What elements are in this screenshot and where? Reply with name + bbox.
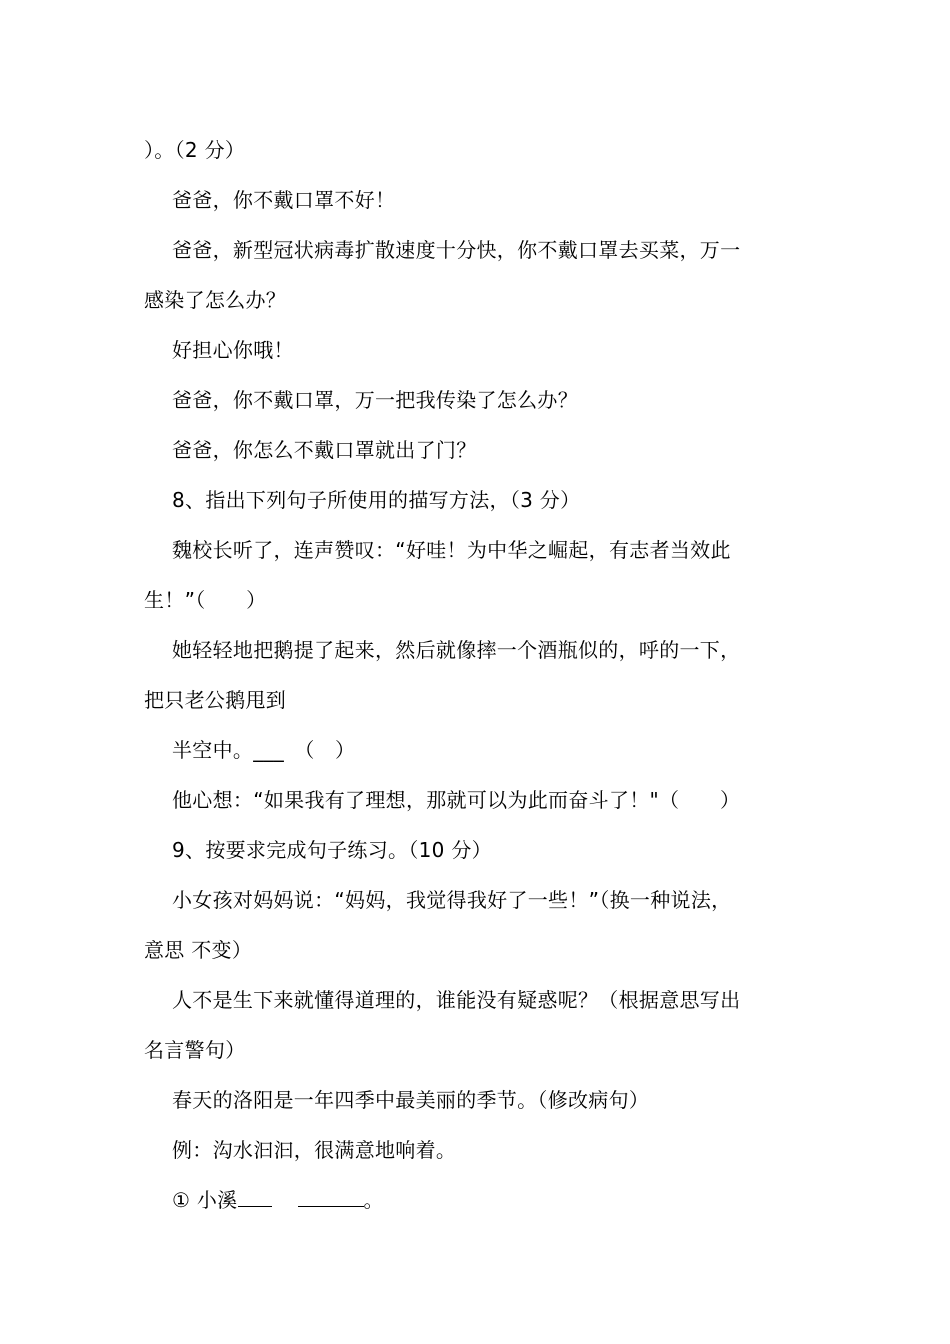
text-line: 人不是生下来就懂得道理的，谁能没有疑惑呢？（根据意思写出	[172, 988, 741, 1012]
text-line: 魏校长听了，连声赞叹：“好哇！为中华之崛起，有志者当效此	[172, 538, 731, 562]
text-line-score-note: ）。（2 分）	[144, 138, 246, 162]
example-line: 例：沟水汩汩，很满意地响着。	[172, 1138, 457, 1162]
text-line: 半空中。___ （ ）	[172, 738, 356, 762]
text-line: 春天的洛阳是一年四季中最美丽的季节。（修改病句）	[172, 1088, 650, 1112]
text-line: 把只老公鹅甩到	[144, 688, 287, 712]
text-line: 爸爸，你不戴口罩，万一把我传染了怎么办？	[172, 388, 578, 412]
exercise-prefix: ① 小溪	[172, 1188, 238, 1212]
question-8-heading: 8、指出下列句子所使用的描写方法，（3 分）	[172, 488, 581, 512]
text-line: 他心想：“如果我有了理想，那就可以为此而奋斗了！"（ ）	[172, 788, 741, 812]
text-line: 爸爸，你不戴口罩不好！	[172, 188, 396, 212]
text-line: 爸爸，你怎么不戴口罩就出了门？	[172, 438, 477, 462]
text-line: 感染了怎么办？	[144, 288, 287, 312]
answer-blank[interactable]	[238, 1186, 272, 1207]
text-line: 名言警句）	[144, 1038, 246, 1062]
text-line: 意思 不变）	[144, 938, 253, 962]
text-line: 好担心你哦！	[172, 338, 294, 362]
text-line: 爸爸，新型冠状病毒扩散速度十分快，你不戴口罩去买菜，万一	[172, 238, 741, 262]
answer-blank[interactable]	[298, 1186, 364, 1207]
text-line: 小女孩对妈妈说：“妈妈，我觉得我好了一些！”（换一种说法，	[172, 888, 732, 912]
exercise-suffix: 。	[363, 1188, 384, 1212]
text-line: 她轻轻地把鹅提了起来，然后就像摔一个酒瓶似的，呼的一下，	[172, 638, 741, 662]
text-line: 生！”（ ）	[144, 588, 267, 612]
question-9-heading: 9、按要求完成句子练习。（10 分）	[172, 838, 492, 862]
exercise-line-1	[172, 1186, 812, 1214]
